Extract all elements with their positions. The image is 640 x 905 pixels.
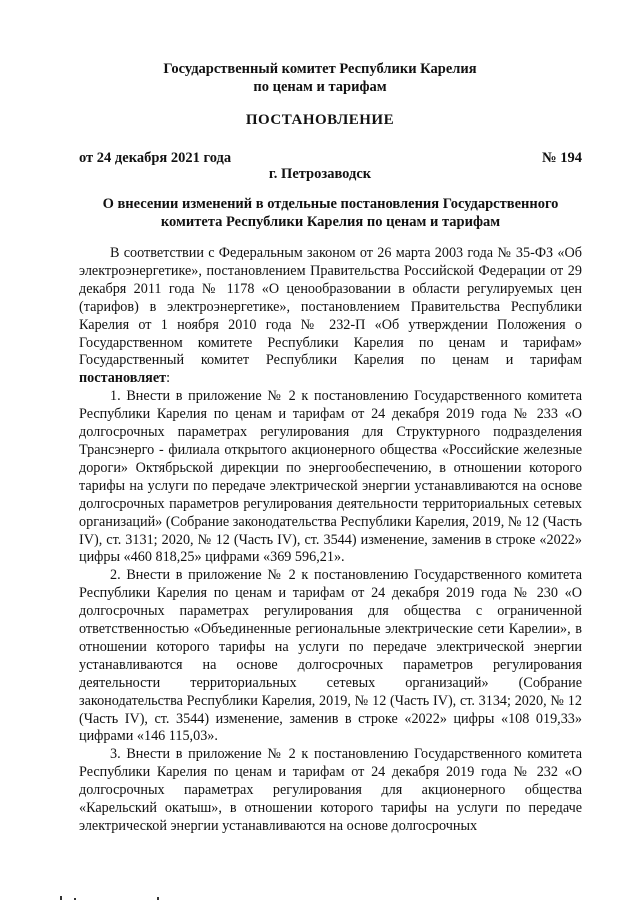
org-name-line1: Государственный комитет Республики Карелия [163,61,477,77]
preamble-emphasis: постановляет [79,370,167,387]
org-name-line2: по ценам и тарифам [253,79,387,95]
document-date: от 24 декабря 2021 года [79,150,232,166]
item-paragraph-1: 1. Внести в приложение № 2 к постановлению Государственного комитета Республики Карелия по ценам и тарифам от 24 декабря 2019 года № 233 «О долгосрочных параметрах регулирования для Структурного подразделения Трансэнерго - филиала открытого акционерного общества «Российские железные дороги» Октябрьской дирекции по энергообеспечению, в отношении которого тарифы на услуги по передаче электрической энергии устанавливаются на основе долгосрочных параметров регулирования деятельности территориальных сетевых организаций» (Собрание законодательства Республики Карелия, 2019, № 12 (Часть IV), ст. 3131; 2020, № 12 (Часть IV), ст. 3544) изменение, заменив в строке «2022» цифры «460 818,25» цифрами «369 596,21». [79,388,582,566]
preamble-paragraph [79,245,582,388]
preamble-tail: : [166,370,171,387]
document-body [79,245,582,836]
document-title: ПОСТАНОВЛЕНИЕ [245,112,395,128]
document-subject: О внесении изменений в отдельные постановления Государственного комитета Республики Карелия по ценам и тарифам [102,196,559,230]
scan-artifact-marks [60,896,180,902]
document-number: № 194 [542,150,582,166]
preamble-text: В соответствии с Федеральным законом от 26 марта 2003 года № 35-ФЗ «Об электроэнергетике», постановлением Правительства Российской Федерации от 29 декабря 2011 года № 1178 «О ценообразовании в области регулируемых цен (тарифов) в электроэнергетике», постановлением Правительства Республики Карелия от 1 ноября 2010 года № 232-П «Об утверждении Положения о Государственном комитете Республики Карелия по ценам и тарифам» Государственный комитет Республики Карелия по ценам и тарифам [79,245,582,369]
item-paragraph-2: 2. Внести в приложение № 2 к постановлению Государственного комитета Республики Карелия по ценам и тарифам от 24 декабря 2019 года № 230 «О долгосрочных параметрах регулирования для общества с ограниченной ответственностью «Объединенные региональные электрические сети Карелии», в отношении которого тарифы на услуги по передаче электрической энергии устанавливаются на основе долгосрочных параметров регулирования деятельности территориальных сетевых организаций» (Собрание законодательства Республики Карелия, 2019, № 12 (Часть IV), ст. 3134; 2020, № 12 (Часть IV), ст. 3544) изменение, заменив в строке «2022» цифры «108 019,33» цифрами «146 115,03». [79,567,582,745]
document-city: г. Петрозаводск [268,166,372,182]
item-paragraph-3: 3. Внести в приложение № 2 к постановлению Государственного комитета Республики Карелия по ценам и тарифам от 24 декабря 2019 года № 232 «О долгосрочных параметрах регулирования для акционерного общества «Карельский окатыш», в отношении которого тарифы на услуги по передаче электрической энергии устанавливаются на основе долгосрочных [79,746,582,834]
